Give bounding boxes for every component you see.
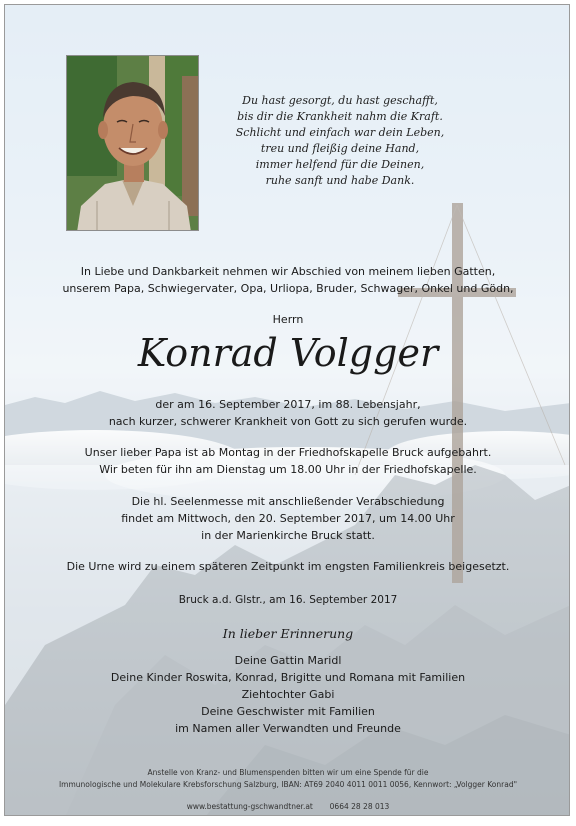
poem-line: bis dir die Krankheit nahm die Kraft.	[237, 110, 443, 123]
donation-line-2: Immunologische und Molekulare Krebsforschung Salzburg, IBAN: AT69 2040 4011 0011 0056, Kennwort: „Volgger Konrad"	[58, 780, 518, 789]
poem-line: Schlicht und einfach war dein Leben,	[235, 126, 445, 139]
poem-line: Du hast gesorgt, du hast geschafft,	[242, 94, 438, 107]
memory-heading: In lieber Erinnerung	[222, 626, 354, 641]
mass-line-2: findet am Mittwoch, den 20. September 2017, um 14.00 Uhr	[121, 512, 455, 525]
urn-notice: Die Urne wird zu einem späteren Zeitpunkt im engsten Familienkreis beigesetzt.	[66, 560, 510, 573]
poem-line: ruhe sanft und habe Dank.	[265, 174, 415, 187]
obituary-card	[4, 4, 570, 816]
salutation: Herrn	[272, 313, 304, 326]
mourner-line: Ziehtochter Gabi	[241, 688, 335, 701]
mass-line-3: in der Marienkirche Bruck statt.	[201, 529, 375, 542]
poem-line: treu und fleißig deine Hand,	[260, 142, 420, 155]
mass-line-1: Die hl. Seelenmesse mit anschließender Verabschiedung	[131, 495, 445, 508]
death-line-1: der am 16. September 2017, im 88. Lebensjahr,	[155, 398, 421, 411]
funeral-home-phone: 0664 28 28 013	[329, 802, 390, 811]
portrait-image	[67, 56, 199, 231]
mourner-line: Deine Geschwister mit Familien	[201, 705, 375, 718]
portrait-photo	[66, 55, 199, 231]
intro-line-1: In Liebe und Dankbarkeit nehmen wir Abschied von meinem lieben Gatten,	[80, 265, 496, 278]
funeral-home-website-link[interactable]: www.bestattung-gschwandtner.at	[186, 802, 313, 811]
mourner-line: im Namen aller Verwandten und Freunde	[175, 722, 401, 735]
donation-line-1: Anstelle von Kranz- und Blumenspenden bitten wir um eine Spende für die	[147, 768, 429, 777]
deceased-name: Konrad Volgger	[137, 331, 439, 375]
memorial-poem	[210, 93, 470, 189]
poem-line: immer helfend für die Deinen,	[255, 158, 425, 171]
intro-line-2: unserem Papa, Schwiegervater, Opa, Urliopa, Bruder, Schwager, Onkel und Gödn,	[62, 282, 514, 295]
mourner-line: Deine Gattin Maridl	[234, 654, 342, 667]
place-date: Bruck a.d. Glstr., am 16. September 2017	[178, 594, 398, 606]
footer	[5, 801, 570, 812]
wake-line-1: Unser lieber Papa ist ab Montag in der Friedhofskapelle Bruck aufgebahrt.	[84, 446, 492, 459]
death-line-2: nach kurzer, schwerer Krankheit von Gott zu sich gerufen wurde.	[108, 415, 468, 428]
wake-line-2: Wir beten für ihn am Dienstag um 18.00 Uhr in der Friedhofskapelle.	[99, 463, 477, 476]
mourner-line: Deine Kinder Roswita, Konrad, Brigitte und Romana mit Familien	[110, 671, 466, 684]
